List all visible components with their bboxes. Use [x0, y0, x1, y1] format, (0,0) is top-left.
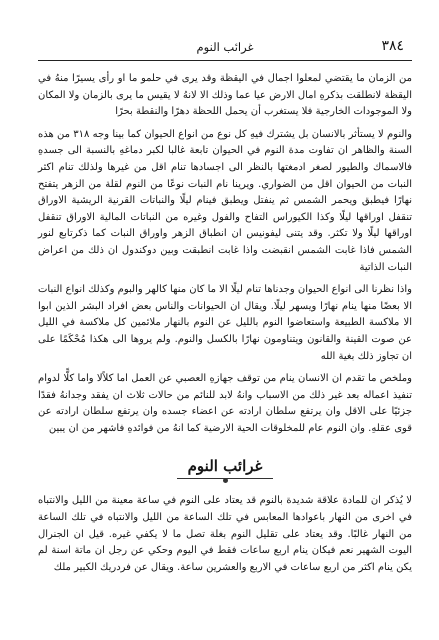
paragraph: والنوم لا يستأثر بالانسان بل يشترك فيهِ كل نوع من انواع الحيوان كما بينا وجه ٣١٨ من هذه السنة والظاهر ان تفاوت مدة النوم في الحيوان تابعة غالبا لكبر دماغهِ بالنسبة الى جسدهِ فالاسماك والطيور لصغر ادمغتها بالنظر الى اجسادها تنام اقل من غيرها ولذلك تنام اكثر النبات من الحيوان اقل من الضواري. ويرينا نام النبات نوعًا من النوم لقلة من الزهر يتفتح نهارًا فيطبق ويحمر الشمس ثم ينفتل ويطبق فينام ليلًا والنباتات القرنية الريشية الاوراق تنقفل اوراقها ليلًا وكذا الكيوراس التفاح والفول وغيره من النباتات المالية الاوراق تنقفل اوراقها ليلًا ولا تكثر. وقد يتنى ليفونيس ان انطباق الزهر واوراق النبات كما ذكرتابع لنور الشمس فاذا غابت الشمس انقبضت واذا غابت انطبقت وبين دوكندول ان ذلك من اعراض النبات الذاتية: [38, 128, 412, 273]
section-title: غرائب النوم: [187, 457, 263, 476]
paragraph: لا يُذكر ان للمادة علاقة شديدة بالنوم قد يعتاد على النوم في ساعة معينة من الليل والانتباه في اخرى من النهار باعوادها المعابس في تلك الساعة من الليل والانتباه في تلك الساعة من النهار غالبًا. وقد يعتاد على تقليل النوم بغلة تصل ما لا يكفي غيره. قيل ان الجنرال اليوت الشهير نعم فيكان ينام اربع ساعات فقط في اليوم وحكي عن رجل ان ماتة اسنة لم يكن ينام اكثر من اربع ساعات في الاربع والعشرين ساعة. ويقال عن فردريك الكبير ملك: [38, 495, 412, 573]
book-page: [38, 36, 412, 616]
running-title: غرائب النوم: [196, 40, 254, 54]
section-heading: [170, 457, 280, 479]
main-text: [38, 61, 412, 437]
page-number: ٣٨٤: [381, 38, 404, 54]
paragraph: من الزمان ما يقتضي لمعلوا اجمال في اليقظة وقد يرى في حلمو ما او رأى يسيرًا منهُ في اليقظة لانطلقت بذكرهِ امال الارض عيا عما وذلك الا لانهُ لا يقيس ما يرى بالزمان ولا المكان ولا الموجودات الخارجية فلا يستغرب أن يحمل اللحظة دهرًا والنقطة بحرًا: [38, 73, 412, 118]
heading-ornament: [223, 478, 228, 483]
section-text: [38, 493, 412, 576]
paragraph: وملخص ما تقدم ان الانسان ينام من توقف جهازهِ العصبي عن العمل اما كلاًلا واما كلًّا لدوام تنفيذ اعماله بعد غير ذلك من الاسباب وانهُ لابد للنائم من حالات ثلاث ان يفقد وجدانهُ فقدًا جزئيًا على الاقل وان يرتفع سلطان ارادته عن اعضاء جسده وان يرتفع سلطان ارادته عن قوى عقلهِ. وان النوم عام للمخلوقات الحية الارضية كما انهُ من فوائدهِ فاشهر من ان يبين: [38, 373, 412, 434]
paragraph: واذا نظرنا الى انواع الحيوان وجدناها تنام ليلًا الا ما كان منها كالهر والبوم وكذلك انواع النبات الا بعضًا منها ينام نهارًا ويسهر ليلًا. ويقال ان الحيوانات والناس بعض افراد البشر الذين ابوا الا ملاكسة الطبيعة واستعاضوا النوم بالليل عن النوم بالنهار ملائمين كل ملاكسة في الليل عن صوت القينة والقانون ويتناومون نهارًا بالكسل والنوم. ولم يروها الى هكذا مُحْكَمًا على ان تجاوز ذلك بغية الله: [38, 284, 412, 362]
page-header: [38, 36, 412, 60]
